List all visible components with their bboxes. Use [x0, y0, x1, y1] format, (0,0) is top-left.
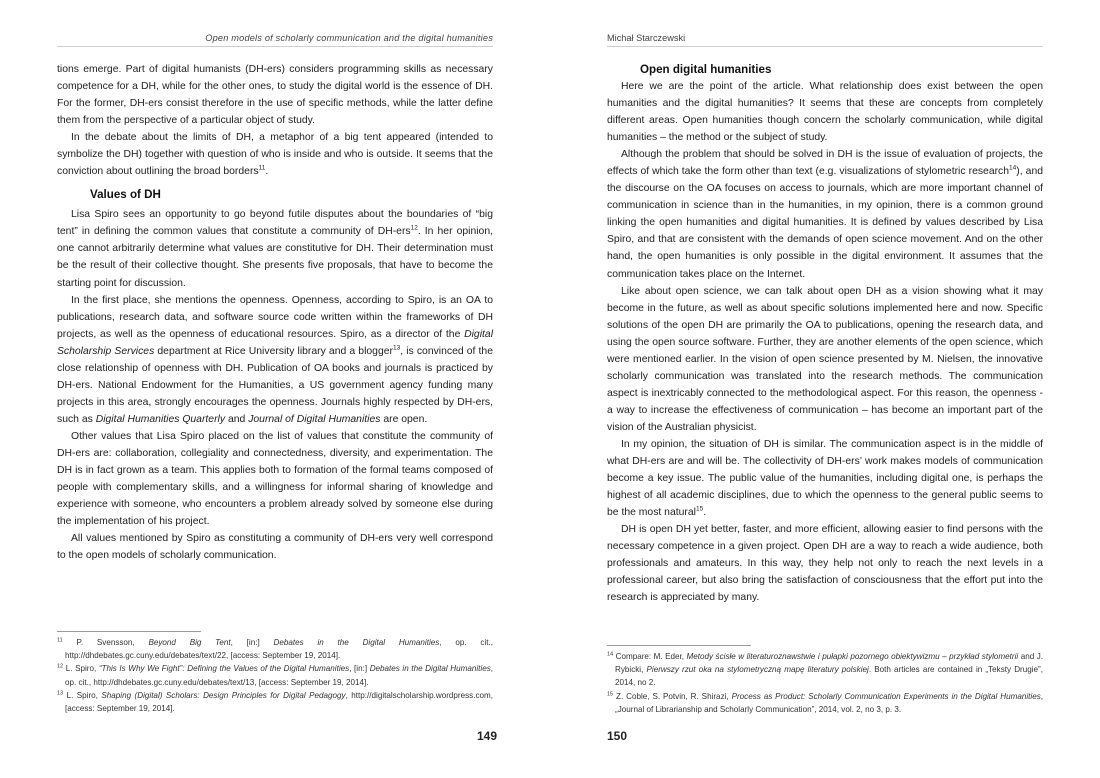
footnotes-right — [607, 645, 1043, 716]
footnote-ref[interactable]: 13 — [392, 344, 401, 352]
right-page — [550, 0, 1100, 778]
paragraph: In my opinion, the situation of DH is similar. The communication aspect is in the middle of what DH-ers are and will be. The collectivity of DH-ers’ work makes models of communication become a key issue. The public value of the humanities, including digital one, is perhaps the highest of all academic disciplines, due to which the openness to the general public seems to be the most natural$^{15}$. — [607, 438, 1043, 519]
footnote-13: $^{13}$ L. Spiro, Shaping (Digital) Scholars: Design Principles for Digital Pedagogy, http://digitalscholarship.wordpress.com, [access: September 19, 2014]. — [57, 690, 493, 714]
footnote-divider — [57, 631, 201, 632]
left-body-text — [57, 61, 493, 564]
paragraph: DH is open DH yet better, faster, and more efficient, allowing easier to find persons with the necessary competence in a given project. Open DH are a way to reach a wide audience, both professionals and amateurs. In this way, they help not only to reach the next levels in a professional career, but also bring the satisfaction of consciousness that the effort put into the research is appreciated by many. — [607, 524, 1043, 604]
section-heading-open-digital-humanities: Open digital humanities — [640, 63, 772, 76]
footnote-11: $^{11}$ P. Svensson, Beyond Big Tent, [in:] Debates in the Digital Humanities, op. cit., http://dhdebates.gc.cuny.edu/debates/text/22, [access: September 19, 2014]. — [57, 637, 493, 661]
running-head-left: Open models of scholarly communication and the digital humanities — [57, 33, 493, 47]
section-heading-values-of-dh: Values of DH — [90, 188, 161, 202]
footnote-15: $^{15}$ Z. Coble, S. Potvin, R. Shirazi, Process as Product: Scholarly Communication Experiments in the Digital Humanities, „Journal of Librarianship and Scholarly Communication”, 2014, vol. 2, no 3, p. 3. — [607, 690, 1043, 714]
paragraph: Although the problem that should be solved in DH is the issue of evaluation of projects, the effects of which take the form other than text (e.g. visualizations of stylometric research$^{14}$), and the discourse on the OA focuses on access to journals, which are more important channel of communication in science than in the humanities, in my opinion, there is a common ground linking the open humanities and digital humanities. It is defined by values described by Lisa Spiro, and that are consistent with the demands of open science movement. And on the other hand, the open humanities is only possible in the digital environment. It assumes that the communication takes place on the Internet. — [607, 149, 1044, 280]
paragraph: tions emerge. Part of digital humanists (DH-ers) considers programming skills as necessary competence for a DH, while for the other ones, to study the digital world is the essence of DH. For the former, DH-ers consist therefore in the use of specific methods, while the latter define them from the perspective of a particular object of study. — [57, 64, 493, 127]
paragraph: Here we are the point of the article. What relationship does exist between the open humanities and the digital humanities? It seems that these are concepts from completely different areas. Open humanities though concern the scholarly communication, while digital humanities – the method or the subject of study. — [607, 81, 1043, 144]
footnote-12: $^{12}$ L. Spiro, “This Is Why We Fight”: Defining the Values of the Digital Humanities, [in:] Debates in the Digital Humanities, op. cit., http://dhdebates.gc.cuny.edu/debates/text/13, [access: September 19, 2014]. — [57, 663, 494, 687]
footnote-14: $^{14}$ Compare: M. Eder, Metody ścisłe w literaturoznawstwie i pułapki pozornego obiektywizmu – przykład stylometrii and J. Rybicki, Pierwszy rzut oka na stylometryczną mapę literatury polskiej. Both articles are contained in „Teksty Drugie”, 2014, no 2. — [607, 651, 1043, 688]
paragraph: In the first place, she mentions the openness. Openness, according to Spiro, is an OA to publications, research data, and software source code written within the frameworks of DH projects, as well as the openness of educational resources. Spiro, as a director of the Digital Scholarship Services department at Rice University library and a blogger$^{13}$, is convinced of the close relationship of openness with DH. Publication of OA books and journals is practiced by DH-ers. National Endowment for the Humanities, a US government agency funding many projects in this area, strongly encourages the openness. Journals highly respected by DH-ers, such as Digital Humanities Quarterly and Journal of Digital Humanities are open. — [57, 294, 493, 425]
footnote-ref[interactable]: 15 — [695, 505, 704, 513]
page-number-left: 149 — [477, 729, 498, 743]
paragraph: Other values that Lisa Spiro placed on the list of values that constitute the community of DH-ers are: collaboration, collegiality and connectedness, diversity, and experimentation. The DH is in fact grown as a team. This applies both to formation of the formal teams composed of people with complementary skills, and a willingness for informal sharing of knowledge and experience with someone, who encounters a problem already solved by someone else during the implementation of his project. — [57, 430, 493, 528]
right-body-text — [607, 61, 1043, 606]
footnote-ref[interactable]: 14 — [1009, 164, 1017, 172]
paragraph: Lisa Spiro sees an opportunity to go beyond futile disputes about the boundaries of “big tent” in defining the common values that constitute a community of DH-ers$^{12}$. In her opinion, one cannot arbitrarily determine what values are constitutive for DH. Their determination must be the result of their collective thought. She presents five proposals, that have to become the starting point for discussion. — [57, 209, 493, 289]
page-number-right: 150 — [607, 729, 628, 743]
running-head-right: Michał Starczewski — [607, 33, 1043, 47]
paragraph: Like about open science, we can talk about open DH as a vision showing what it may become in the future, as well as about specific solutions implemented here and now. Specific solutions of the open DH are primarily the OA to publications, opening the research data, and using the open source software. Further, they are another elements of the open science, which were mentioned earlier. In the vision of open science presented by M. Nielsen, the innovative scholarly communication was translated into the research methods. The communication aspect is inextricably connected to the methodological aspect. For this reason, the openness - a way to increase the effectiveness of communication – has become an important part of the vision of the Australian physicist. — [607, 285, 1043, 433]
paragraph: In the debate about the limits of DH, a metaphor of a big tent appeared (intended to symbolize the DH) together with question of who is inside and who is outside. It seems that the conviction about outlining the broad borders$^{11}$. — [57, 132, 493, 178]
footnote-ref[interactable]: 11 — [258, 164, 266, 172]
footnote-divider — [607, 645, 751, 646]
footnote-ref[interactable]: 12 — [410, 224, 418, 232]
footnotes-left — [57, 631, 493, 715]
paragraph: All values mentioned by Spiro as constituting a community of DH-ers very well correspond to the open models of scholarly communication. — [57, 533, 493, 562]
